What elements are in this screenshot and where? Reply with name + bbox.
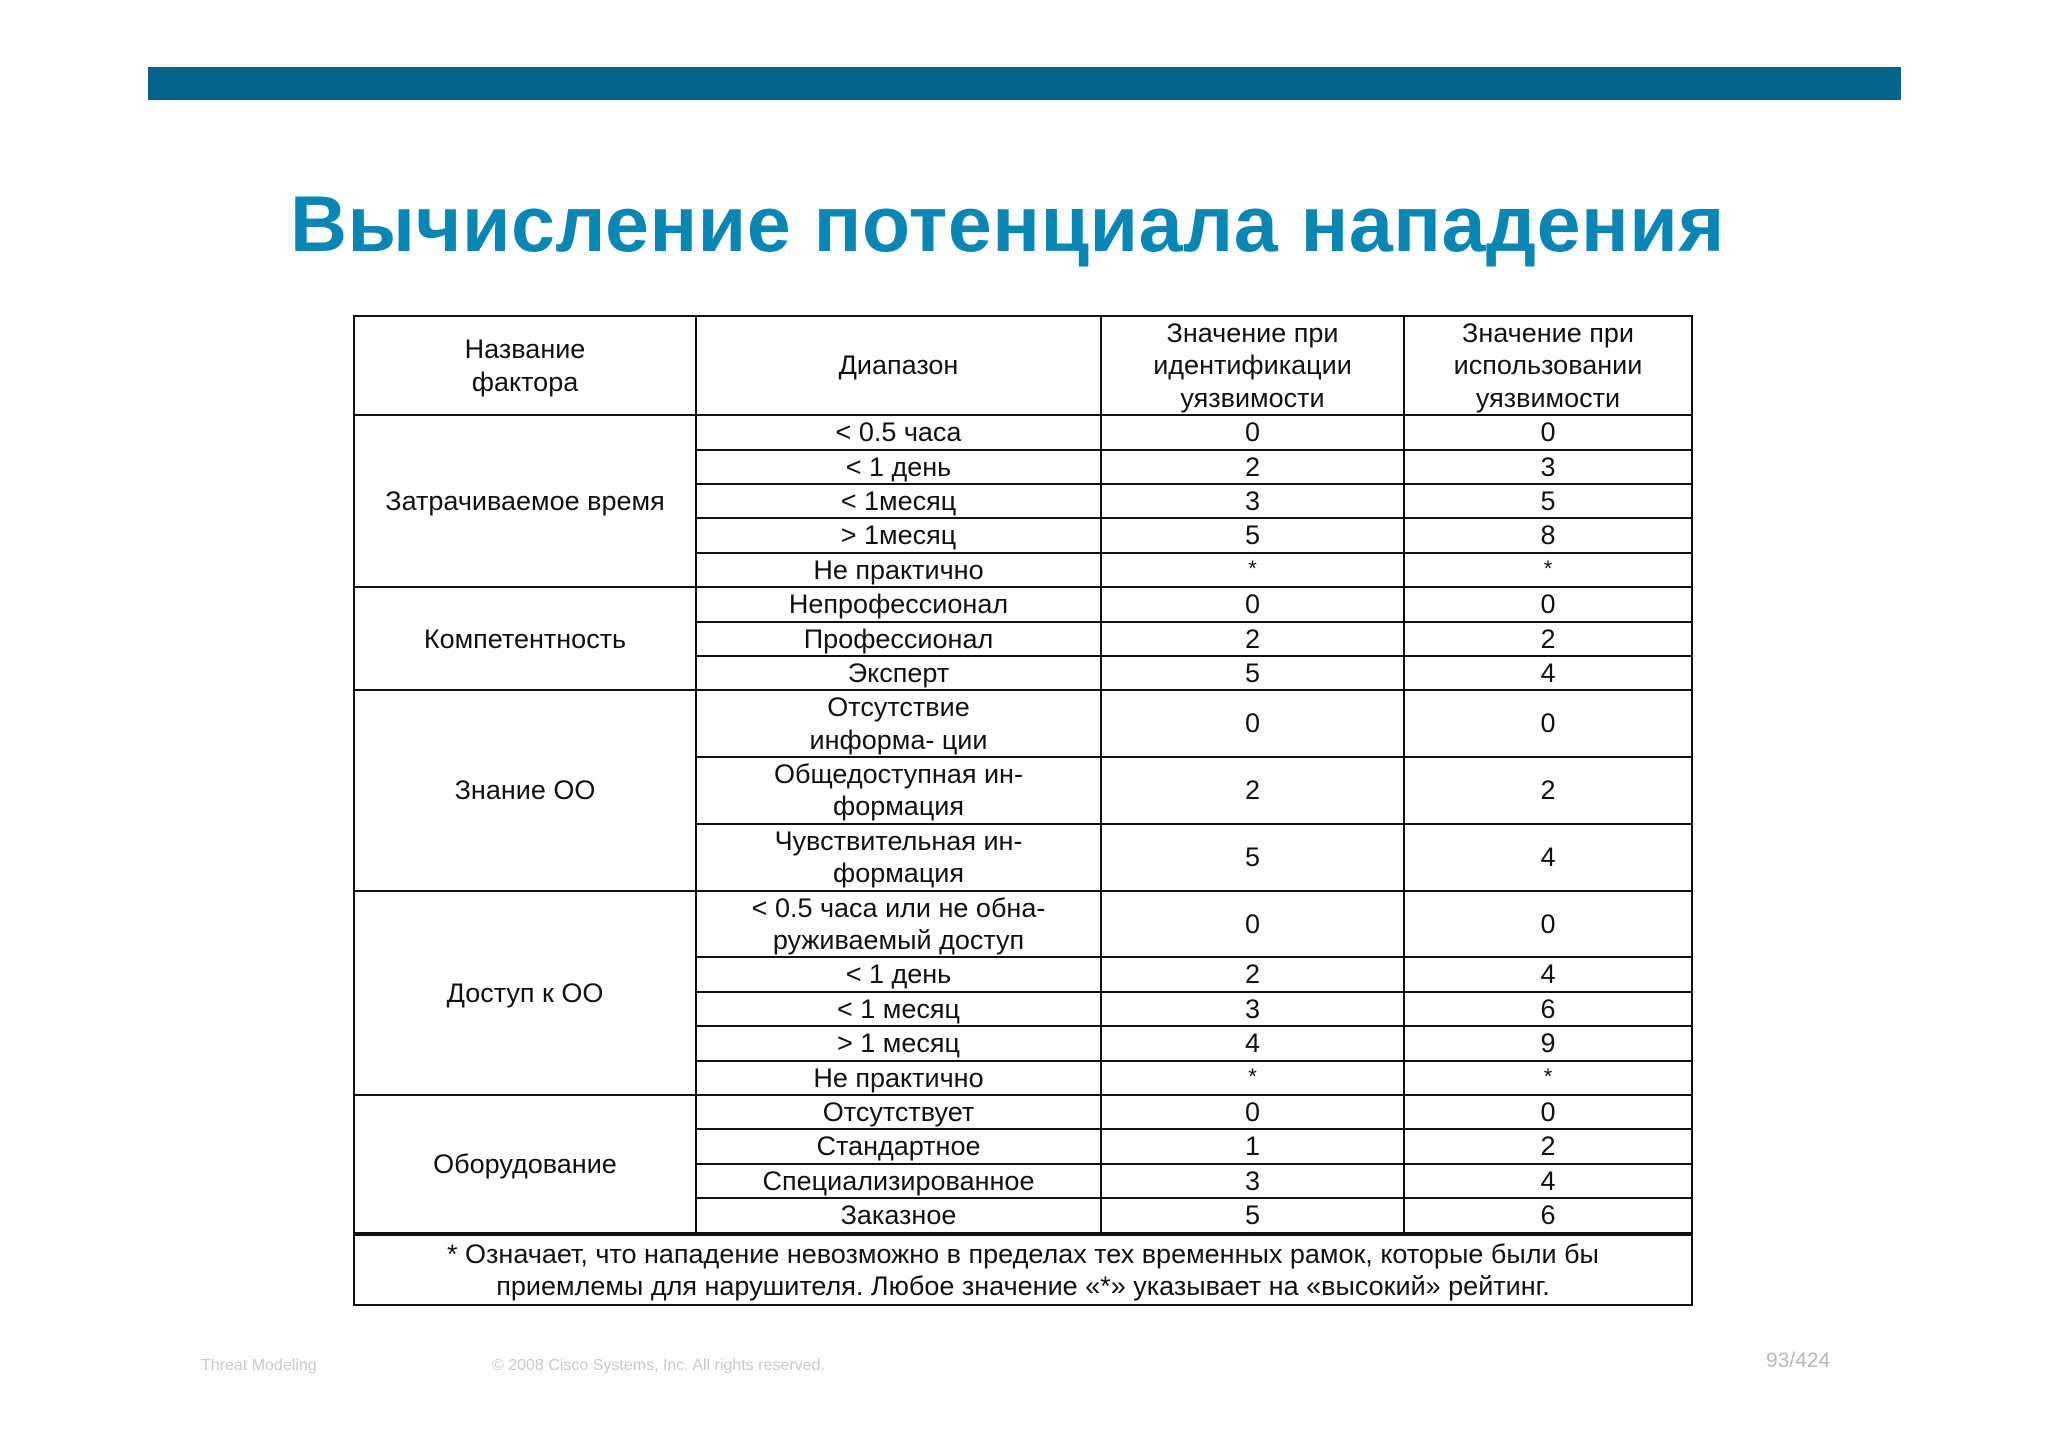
identify-cell: 3 xyxy=(1101,992,1404,1026)
identify-cell: 0 xyxy=(1101,587,1404,621)
attack-potential-table xyxy=(353,315,1693,1306)
header-accent-bar xyxy=(148,67,1901,100)
table-row xyxy=(354,587,1692,621)
table-row xyxy=(354,1095,1692,1129)
range-cell: Непрофессионал xyxy=(696,587,1101,621)
table-header-row xyxy=(354,316,1692,415)
range-cell: Отсутствует xyxy=(696,1095,1101,1129)
range-cell: Чувствительная ин- формация xyxy=(696,824,1101,891)
exploit-cell: 0 xyxy=(1404,690,1692,757)
identify-cell: 1 xyxy=(1101,1129,1404,1163)
range-cell: < 0.5 часа или не обна- руживаемый доступ xyxy=(696,891,1101,958)
range-cell: < 1месяц xyxy=(696,484,1101,518)
identify-cell: 2 xyxy=(1101,622,1404,656)
exploit-cell: 5 xyxy=(1404,484,1692,518)
identify-cell: 0 xyxy=(1101,415,1404,449)
identify-cell: 2 xyxy=(1101,757,1404,824)
exploit-cell: * xyxy=(1404,1061,1692,1095)
identify-cell: 3 xyxy=(1101,484,1404,518)
identify-cell: 0 xyxy=(1101,891,1404,958)
identify-cell: 5 xyxy=(1101,518,1404,552)
factor-cell: Доступ к ОО xyxy=(354,891,696,1095)
table-row xyxy=(354,690,1692,757)
identify-cell: 0 xyxy=(1101,690,1404,757)
range-cell: Специализированное xyxy=(696,1164,1101,1198)
range-cell: Эксперт xyxy=(696,656,1101,690)
exploit-cell: 0 xyxy=(1404,1095,1692,1129)
range-cell: Отсутствие информа- ции xyxy=(696,690,1101,757)
factor-cell: Компетентность xyxy=(354,587,696,690)
table-footnote: * Означает, что нападение невозможно в пределах тех временных рамок, которые были бы приемлемы для нарушителя. Любое значение «*» указывает на «высокий» рейтинг. xyxy=(354,1234,1692,1306)
identify-cell: * xyxy=(1101,1061,1404,1095)
exploit-cell: 0 xyxy=(1404,415,1692,449)
exploit-cell: 8 xyxy=(1404,518,1692,552)
exploit-cell: 4 xyxy=(1404,656,1692,690)
range-cell: > 1месяц xyxy=(696,518,1101,552)
exploit-cell: 2 xyxy=(1404,622,1692,656)
table-footnote-row xyxy=(354,1234,1692,1306)
exploit-cell: 0 xyxy=(1404,891,1692,958)
exploit-cell: 6 xyxy=(1404,992,1692,1026)
exploit-cell: 9 xyxy=(1404,1026,1692,1060)
footer-copyright: © 2008 Cisco Systems, Inc. All rights reserved. xyxy=(492,1357,825,1374)
identify-cell: 5 xyxy=(1101,656,1404,690)
header-exploit-value: Значение при использовании уязвимости xyxy=(1404,316,1692,415)
range-cell: > 1 месяц xyxy=(696,1026,1101,1060)
factor-cell: Знание ОО xyxy=(354,690,696,890)
exploit-cell: 2 xyxy=(1404,757,1692,824)
identify-cell: 5 xyxy=(1101,1198,1404,1233)
identify-cell: 4 xyxy=(1101,1026,1404,1060)
exploit-cell: 2 xyxy=(1404,1129,1692,1163)
range-cell: < 1 день xyxy=(696,957,1101,991)
range-cell: Заказное xyxy=(696,1198,1101,1233)
exploit-cell: 3 xyxy=(1404,450,1692,484)
factor-cell: Оборудование xyxy=(354,1095,696,1234)
range-cell: Профессионал xyxy=(696,622,1101,656)
exploit-cell: 0 xyxy=(1404,587,1692,621)
header-identify-value: Значение при идентификации уязвимости xyxy=(1101,316,1404,415)
footer-section-label: Threat Modeling xyxy=(201,1357,317,1374)
range-cell: < 0.5 часа xyxy=(696,415,1101,449)
factor-cell: Затрачиваемое время xyxy=(354,415,696,587)
exploit-cell: * xyxy=(1404,553,1692,587)
header-range: Диапазон xyxy=(696,316,1101,415)
range-cell: Стандартное xyxy=(696,1129,1101,1163)
table-row xyxy=(354,415,1692,449)
identify-cell: 0 xyxy=(1101,1095,1404,1129)
identify-cell: 2 xyxy=(1101,450,1404,484)
exploit-cell: 6 xyxy=(1404,1198,1692,1233)
range-cell: Не практично xyxy=(696,1061,1101,1095)
range-cell: Не практично xyxy=(696,553,1101,587)
exploit-cell: 4 xyxy=(1404,957,1692,991)
header-factor: Название фактора xyxy=(354,316,696,415)
range-cell: < 1 день xyxy=(696,450,1101,484)
range-cell: < 1 месяц xyxy=(696,992,1101,1026)
identify-cell: 5 xyxy=(1101,824,1404,891)
identify-cell: 2 xyxy=(1101,957,1404,991)
exploit-cell: 4 xyxy=(1404,824,1692,891)
identify-cell: * xyxy=(1101,553,1404,587)
identify-cell: 3 xyxy=(1101,1164,1404,1198)
range-cell: Общедоступная ин- формация xyxy=(696,757,1101,824)
slide-title: Вычисление потенциала нападения xyxy=(290,179,1725,268)
exploit-cell: 4 xyxy=(1404,1164,1692,1198)
page-number: 93/424 xyxy=(1766,1349,1831,1372)
table-row xyxy=(354,891,1692,958)
